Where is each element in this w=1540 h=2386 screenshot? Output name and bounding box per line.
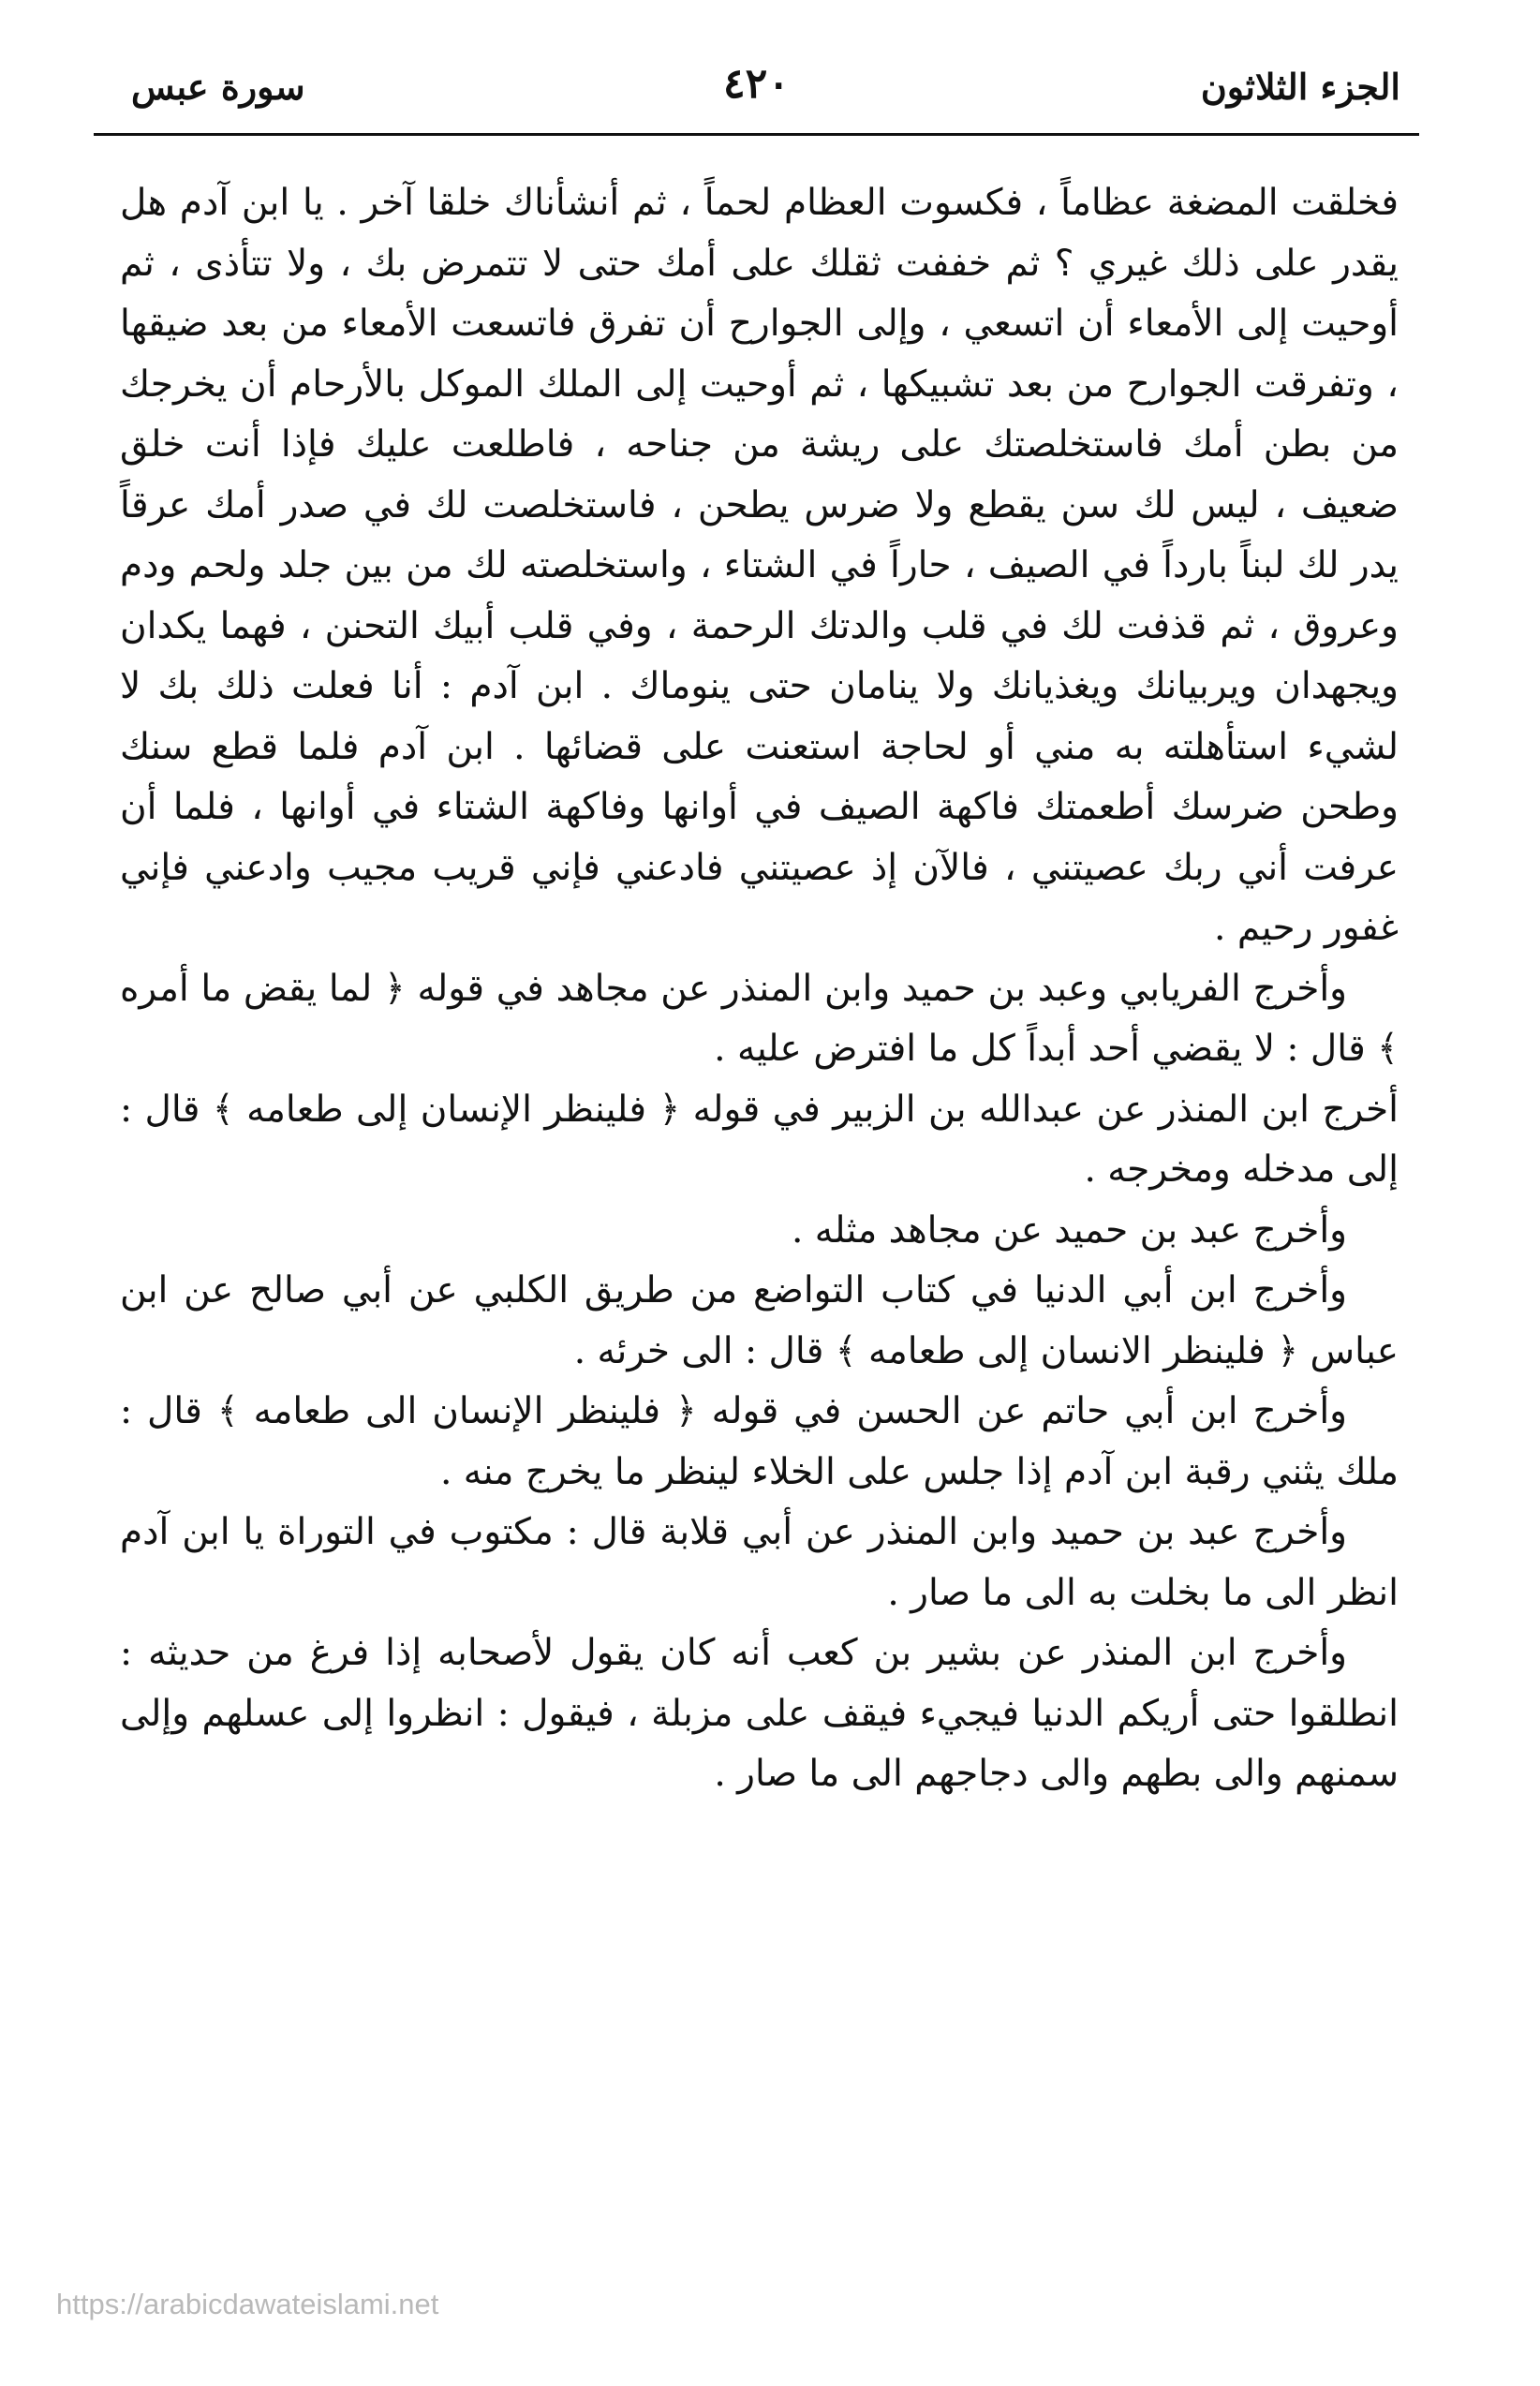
paragraph-hadith-continuation: فخلقت المضغة عظاماً ، فكسوت العظام لحماً ، ثم أنشأناك خلقا آخر . يا ابن آدم هل يقدر على ذلك غيري ؟ ثم خففت ثقلك على أمك حتى لا تتمرض بك ، ولا تتأذى ، ثم أوحيت إلى الأمعاء أن اتسعي ، وإلى الجوارح أن تفرق فاتسعت الأمعاء من بعد ضيقها ، وتفرقت الجوارح من بعد تشبيكها ، ثم أوحيت إلى الملك الموكل بالأرحام أن يخرجك من بطن أمك فاستخلصتك على ريشة من جناحه ، فاطلعت عليك فإذا أنت خلق ضعيف ، ليس لك سن يقطع ولا ضرس يطحن ، فاستخلصت لك في صدر أمك عرقاً يدر لك لبناً بارداً في الصيف ، حاراً في الشتاء ، واستخلصته لك من بين جلد ولحم ودم وعروق ، ثم قذفت لك في قلب والدتك الرحمة ، وفي قلب أبيك التحنن ، فهما يكدان ويجهدان ويربيانك ويغذيانك ولا ينامان حتى ينوماك . ابن آدم : أنا فعلت ذلك بك لا لشيء استأهلته به مني أو لحاجة استعنت على قضائها . ابن آدم فلما قطع سنك وطحن ضرسك أطعمتك فاكهة الصيف في أوانها وفاكهة الشتاء في أوانها ، فلما أن عرفت أني ربك عصيتني ، فالآن إذ عصيتني فادعني فإني قريب مجيب وادعني فإني غفور رحيم .	[120, 182, 1399, 949]
part-title: الجزء الثلاثون	[1200, 66, 1400, 108]
paragraph-narration: وأخرج ابن أبي حاتم عن الحسن في قوله ﴿ فلينظر الإنسان الى طعامه ﴾ قال : ملك يثني رقبة ابن آدم إذا جلس على الخلاء لينظر ما يخرج منه .	[120, 1390, 1399, 1493]
page-header	[94, 47, 1419, 122]
surah-title: سورة عبس	[131, 66, 305, 108]
watermark-url: https://arabicdawateislami.net	[56, 2288, 439, 2320]
page-body	[120, 173, 1399, 1805]
paragraph-narration: وأخرج عبد بن حميد عن مجاهد مثله .	[791, 1208, 1347, 1252]
page-number: ٤٢٠	[723, 60, 790, 108]
paragraph-narration: وأخرج الفريابي وعبد بن حميد وابن المنذر عن مجاهد في قوله ﴿ لما يقض ما أمره ﴾ قال : لا يقضي أحد أبداً كل ما افترض عليه .	[120, 967, 1399, 1070]
paragraph-narration: أخرج ابن المنذر عن عبدالله بن الزبير في قوله ﴿ فلينظر الإنسان إلى طعامه ﴾ قال : إلى مدخله ومخرجه .	[120, 1088, 1399, 1191]
paragraph-narration: وأخرج عبد بن حميد وابن المنذر عن أبي قلابة قال : مكتوب في التوراة يا ابن آدم انظر الى ما بخلت به الى ما صار .	[120, 1511, 1399, 1614]
paragraph-narration: وأخرج ابن المنذر عن بشير بن كعب أنه كان يقول لأصحابه إذا فرغ من حديثه : انطلقوا حتى أريكم الدنيا فيجيء فيقف على مزبلة ، فيقول : انظروا إلى عسلهم وإلى سمنهم والى بطهم والى دجاجهم الى ما صار .	[120, 1632, 1399, 1795]
header-divider	[94, 133, 1419, 136]
paragraph-narration: وأخرج ابن أبي الدنيا في كتاب التواضع من طريق الكلبي عن أبي صالح عن ابن عباس ﴿ فلينظر الانسان إلى طعامه ﴾ قال : الى خرئه .	[120, 1269, 1399, 1372]
